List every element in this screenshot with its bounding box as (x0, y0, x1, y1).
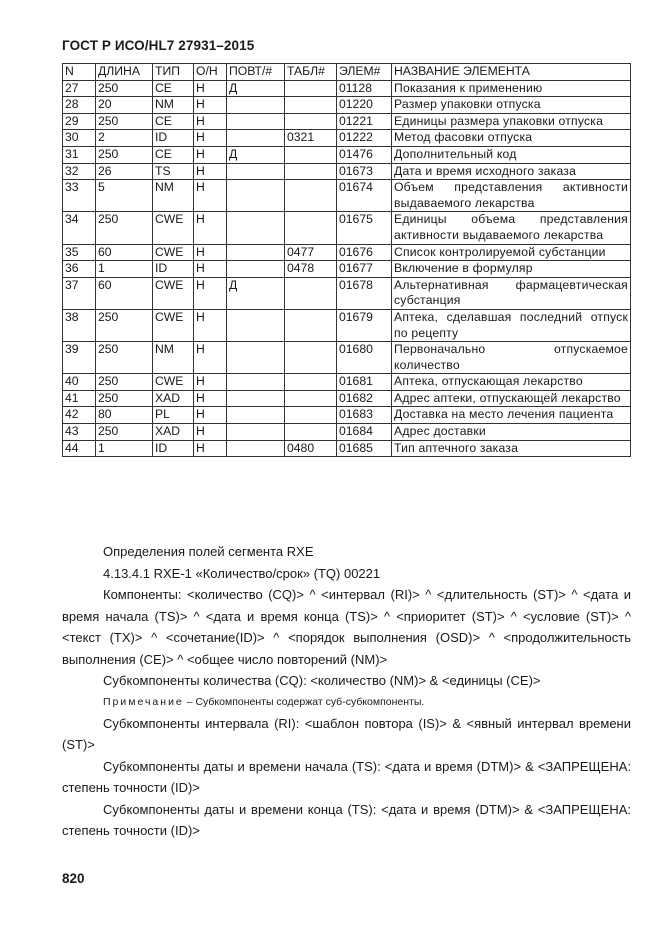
table-cell (285, 424, 337, 441)
page-number: 820 (62, 871, 85, 886)
table-cell: Доставка на место лечения пациента (392, 407, 631, 424)
column-header: ТАБЛ# (285, 64, 337, 81)
table-cell: Список контролируемой субстанции (392, 244, 631, 261)
components-paragraph: Компоненты: <количество (CQ)> ^ <интервал (RI)> ^ <длительность (ST)> ^ <дата и время начала (TS)> ^ <дата и время конца (TS)> ^ <приоритет (ST)> ^ <условие (ST)> ^ <текст (TX)> ^ <сочетание(ID)> ^ <порядок выполнения (OSD)> ^ <продолжительность выполнения (CE)> ^ <общее число повторений (NM)> (62, 587, 631, 667)
table-cell: 01676 (337, 244, 392, 261)
table-cell (227, 130, 285, 147)
table-cell: Н (194, 374, 227, 391)
table-cell (227, 440, 285, 457)
table-row (63, 407, 631, 424)
table-cell: CWE (153, 309, 194, 341)
table-row (63, 374, 631, 391)
table-cell: 42 (63, 407, 96, 424)
table-cell (285, 309, 337, 341)
column-header: ДЛИНА (96, 64, 153, 81)
table-cell: 01220 (337, 97, 392, 114)
table-cell: 250 (96, 80, 153, 97)
table-cell (285, 180, 337, 212)
table-cell (227, 244, 285, 261)
table-cell (285, 277, 337, 309)
column-header: N (63, 64, 96, 81)
table-cell: 250 (96, 113, 153, 130)
table-cell (285, 113, 337, 130)
table-row (63, 80, 631, 97)
table-cell: XAD (153, 390, 194, 407)
table-cell: 43 (63, 424, 96, 441)
table-row (63, 261, 631, 278)
table-cell: 28 (63, 97, 96, 114)
table-row (63, 244, 631, 261)
table-cell: Н (194, 440, 227, 457)
table-cell (227, 97, 285, 114)
table-cell: Включение в формуляр (392, 261, 631, 278)
table-row (63, 440, 631, 457)
table-cell: Метод фасовки отпуска (392, 130, 631, 147)
table-cell: Н (194, 390, 227, 407)
table-cell: 250 (96, 342, 153, 374)
table-cell: 01679 (337, 309, 392, 341)
table-cell: TS (153, 163, 194, 180)
table-cell: 2 (96, 130, 153, 147)
table-cell (285, 97, 337, 114)
table-cell: Показания к применению (392, 80, 631, 97)
subsection-title: 4.13.4.1 RXE-1 «Количество/срок» (TQ) 00221 (103, 565, 381, 581)
table-cell: Первоначально отпускаемое количество (392, 342, 631, 374)
table-cell (227, 212, 285, 244)
table-cell: Тип аптечного заказа (392, 440, 631, 457)
table-cell: Адрес доставки (392, 424, 631, 441)
body-text (62, 541, 631, 842)
table-cell: 37 (63, 277, 96, 309)
table-cell: 36 (63, 261, 96, 278)
table-cell: 80 (96, 407, 153, 424)
table-cell: ID (153, 440, 194, 457)
table-cell (285, 212, 337, 244)
table-cell: 60 (96, 277, 153, 309)
table-cell: 01476 (337, 146, 392, 163)
table-cell: CWE (153, 212, 194, 244)
note-paragraph (62, 692, 631, 713)
table-row (63, 390, 631, 407)
table-cell: Объем представления активности выдаваемого лекарства (392, 180, 631, 212)
table-cell: 29 (63, 113, 96, 130)
table-cell: 01683 (337, 407, 392, 424)
table-cell: Н (194, 407, 227, 424)
table-cell: 27 (63, 80, 96, 97)
table-cell: 250 (96, 424, 153, 441)
table-cell: Д (227, 146, 285, 163)
table-cell: 0477 (285, 244, 337, 261)
table-cell (227, 424, 285, 441)
column-header: ТИП (153, 64, 194, 81)
table-header-row (63, 64, 631, 81)
table-cell: 0480 (285, 440, 337, 457)
table-cell: Н (194, 277, 227, 309)
table-cell (285, 146, 337, 163)
table-cell: CWE (153, 374, 194, 391)
table-cell: 0321 (285, 130, 337, 147)
table-cell: Д (227, 277, 285, 309)
table-cell (285, 407, 337, 424)
document-header: ГОСТ Р ИСО/HL7 27931–2015 (62, 38, 255, 53)
table-cell: ID (153, 130, 194, 147)
table-cell: 01128 (337, 80, 392, 97)
table-cell: 01675 (337, 212, 392, 244)
table-row (63, 342, 631, 374)
table-cell: 250 (96, 309, 153, 341)
table-cell: 44 (63, 440, 96, 457)
table-cell: CE (153, 146, 194, 163)
table-cell: XAD (153, 424, 194, 441)
table-cell: NM (153, 342, 194, 374)
table-cell: 250 (96, 390, 153, 407)
table-cell: ID (153, 261, 194, 278)
table-row (63, 130, 631, 147)
table-cell: 0478 (285, 261, 337, 278)
table-cell: Дополнительный код (392, 146, 631, 163)
table-cell (227, 163, 285, 180)
table-cell: 01685 (337, 440, 392, 457)
table-cell (227, 342, 285, 374)
table-cell: NM (153, 180, 194, 212)
table-cell: 39 (63, 342, 96, 374)
column-header: ЭЛЕМ# (337, 64, 392, 81)
table-cell: 01673 (337, 163, 392, 180)
table-row (63, 113, 631, 130)
table-cell: Н (194, 244, 227, 261)
table-row (63, 212, 631, 244)
start-datetime-subcomponents: Субкомпоненты даты и времени начала (TS): <дата и время (DTM)> & <ЗАПРЕЩЕНА: степень точности (ID)> (62, 758, 631, 795)
table-row (63, 146, 631, 163)
table-cell: 5 (96, 180, 153, 212)
column-header: НАЗВАНИЕ ЭЛЕМЕНТА (392, 64, 631, 81)
table-cell: Альтернативная фармацевтическая субстанция (392, 277, 631, 309)
table-cell (227, 374, 285, 391)
table-cell: CWE (153, 244, 194, 261)
table-cell: Н (194, 342, 227, 374)
table-cell: 250 (96, 374, 153, 391)
table-cell: Единицы объема представления активности выдаваемого лекарства (392, 212, 631, 244)
table-cell: 20 (96, 97, 153, 114)
table-row (63, 97, 631, 114)
table-cell: 01681 (337, 374, 392, 391)
column-header: О/Н (194, 64, 227, 81)
table-cell: 40 (63, 374, 96, 391)
note-text: – Субкомпоненты содержат суб-субкомпоненты. (183, 695, 425, 708)
table-cell: 01674 (337, 180, 392, 212)
table-cell (227, 309, 285, 341)
table-cell: CE (153, 80, 194, 97)
table-cell (285, 80, 337, 97)
table-cell: Н (194, 80, 227, 97)
table-cell (227, 180, 285, 212)
table-cell: Дата и время исходного заказа (392, 163, 631, 180)
table-cell: 01678 (337, 277, 392, 309)
table-row (63, 424, 631, 441)
table-row (63, 309, 631, 341)
table-cell (227, 113, 285, 130)
table-cell: Аптека, сделавшая последний отпуск по рецепту (392, 309, 631, 341)
table-cell: 01221 (337, 113, 392, 130)
table-cell: 1 (96, 440, 153, 457)
end-datetime-subcomponents: Субкомпоненты даты и времени конца (TS): <дата и время (DTM)> & <ЗАПРЕЩЕНА: степень точности (ID)> (62, 801, 631, 838)
table-cell: 30 (63, 130, 96, 147)
table-cell: 01682 (337, 390, 392, 407)
table-cell: Н (194, 113, 227, 130)
table-cell (285, 342, 337, 374)
table-cell: 250 (96, 212, 153, 244)
table-cell: Н (194, 261, 227, 278)
table-row (63, 277, 631, 309)
table-cell: Размер упаковки отпуска (392, 97, 631, 114)
table-cell: 01684 (337, 424, 392, 441)
table-cell (285, 390, 337, 407)
table-cell: 33 (63, 180, 96, 212)
table-cell: PL (153, 407, 194, 424)
interval-subcomponents: Субкомпоненты интервала (RI): <шаблон повтора (IS)> & <явный интервал времени (ST)> (62, 715, 631, 752)
table-cell: 34 (63, 212, 96, 244)
table-cell: 60 (96, 244, 153, 261)
table-cell: Н (194, 146, 227, 163)
column-header: ПОВТ/# (227, 64, 285, 81)
table-cell: Единицы размера упаковки отпуска (392, 113, 631, 130)
table-cell: Адрес аптеки, отпускающей лекарство (392, 390, 631, 407)
table-cell: 31 (63, 146, 96, 163)
table-row (63, 163, 631, 180)
table-cell: NM (153, 97, 194, 114)
segment-fields-table (62, 63, 631, 457)
note-label: Примечание (103, 695, 184, 708)
table-cell: Н (194, 130, 227, 147)
table-row (63, 180, 631, 212)
table-cell: 26 (96, 163, 153, 180)
table-cell (285, 163, 337, 180)
table-cell: 01677 (337, 261, 392, 278)
table-cell (227, 261, 285, 278)
table-cell: 32 (63, 163, 96, 180)
table-cell: 38 (63, 309, 96, 341)
table-cell: 01222 (337, 130, 392, 147)
table-cell: CE (153, 113, 194, 130)
table-cell: Н (194, 180, 227, 212)
table-cell: Аптека, отпускающая лекарство (392, 374, 631, 391)
section-heading: Определения полей сегмента RXE (103, 544, 314, 559)
table-body (63, 80, 631, 457)
table-cell: 35 (63, 244, 96, 261)
table-cell: Н (194, 97, 227, 114)
quantity-subcomponents: Субкомпоненты количества (CQ): <количество (NM)> & <единицы (CE)> (103, 673, 541, 688)
table-cell (227, 390, 285, 407)
table-cell: Н (194, 424, 227, 441)
table-cell (227, 407, 285, 424)
table-cell: 41 (63, 390, 96, 407)
table-cell (285, 374, 337, 391)
table-cell: CWE (153, 277, 194, 309)
table-cell: Н (194, 212, 227, 244)
table-cell: 250 (96, 146, 153, 163)
table-cell: 01680 (337, 342, 392, 374)
table-cell: Д (227, 80, 285, 97)
table-cell: 1 (96, 261, 153, 278)
table-cell: Н (194, 309, 227, 341)
table-cell: Н (194, 163, 227, 180)
